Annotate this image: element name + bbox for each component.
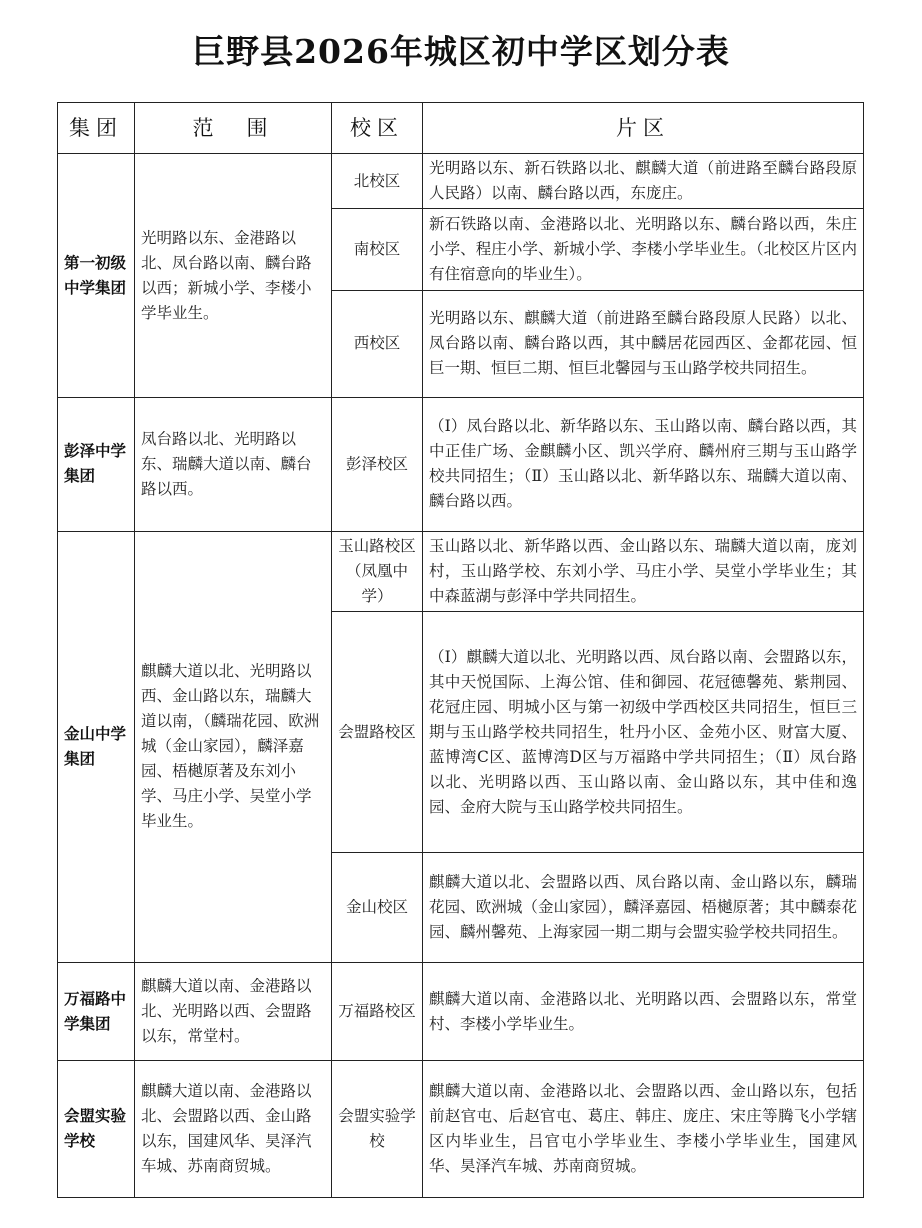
campus-cell: 北校区	[332, 154, 423, 209]
area-cell: 光明路以东、麒麟大道（前进路至麟台路段原人民路）以北、凤台路以南、麟台路以西，其中麟居花园西区、金都花园、恒巨一期、恒巨二期、恒巨北馨园与玉山路学校共同招生。	[423, 290, 864, 398]
area-cell: 麒麟大道以南、金港路以北、会盟路以西、金山路以东，包括前赵官屯、后赵官屯、葛庄、韩庄、庞庄、宋庄等腾飞小学辖区内毕业生，吕官屯小学毕业生、李楼小学毕业生，国建风华、昊泽汽车城、苏南商贸城。	[423, 1061, 864, 1198]
group-name-cell: 彭泽中学集团	[58, 398, 135, 532]
campus-cell: 会盟路校区	[332, 612, 423, 853]
page-title: 巨野县2026年城区初中学区划分表	[192, 32, 730, 71]
group-name-cell: 会盟实验学校	[58, 1061, 135, 1198]
table-row	[58, 1061, 864, 1198]
header-area: 片区	[423, 103, 864, 154]
table-row	[58, 531, 864, 611]
group-name-cell: 第一初级中学集团	[58, 154, 135, 398]
header-row	[58, 103, 864, 154]
scope-cell: 麒麟大道以北、光明路以西、金山路以东，瑞麟大道以南，（麟瑞花园、欧洲城（金山家园），麟泽嘉园、梧樾原著及东刘小学、马庄小学、吴堂小学毕业生。	[135, 531, 332, 962]
campus-cell: 会盟实验学校	[332, 1061, 423, 1198]
school-zone-table	[57, 102, 864, 1198]
area-cell: 光明路以东、新石铁路以北、麒麟大道（前进路至麟台路段原人民路）以南、麟台路以西，东庞庄。	[423, 154, 864, 209]
scope-cell: 麒麟大道以南、金港路以北、光明路以西、会盟路以东，常堂村。	[135, 962, 332, 1060]
area-cell: 麒麟大道以南、金港路以北、光明路以西、会盟路以东，常堂村、李楼小学毕业生。	[423, 962, 864, 1060]
campus-cell: 金山校区	[332, 853, 423, 963]
group-name-cell: 金山中学集团	[58, 531, 135, 962]
campus-cell: 玉山路校区（凤凰中学）	[332, 531, 423, 611]
campus-cell: 西校区	[332, 290, 423, 398]
table-row	[58, 398, 864, 532]
campus-cell: 万福路校区	[332, 962, 423, 1060]
area-cell: （Ⅰ）麒麟大道以北、光明路以西、凤台路以南、会盟路以东，其中天悦国际、上海公馆、佳和御园、花冠德馨苑、紫荆园、花冠庄园、明城小区与第一初级中学西校区共同招生，恒巨三期与玉山路学校共同招生，牡丹小区、金苑小区、财富大厦、蓝博湾C区、蓝博湾D区与万福路中学共同招生；（Ⅱ）凤台路以北、光明路以西、玉山路以南、金山路以东，其中佳和逸园、金府大院与玉山路学校共同招生。	[423, 612, 864, 853]
header-scope: 范 围	[135, 103, 332, 154]
table-row	[58, 154, 864, 209]
area-cell: 玉山路以北、新华路以西、金山路以东、瑞麟大道以南，庞刘村，玉山路学校、东刘小学、马庄小学、吴堂小学毕业生；其中森蓝湖与彭泽中学共同招生。	[423, 531, 864, 611]
area-cell: 新石铁路以南、金港路以北、光明路以东、麟台路以西，朱庄小学、程庄小学、新城小学、李楼小学毕业生。（北校区片区内有住宿意向的毕业生）。	[423, 209, 864, 290]
group-name-cell: 万福路中学集团	[58, 962, 135, 1060]
header-group: 集团	[58, 103, 135, 154]
scope-cell: 光明路以东、金港路以北、凤台路以南、麟台路以西；新城小学、李楼小学毕业生。	[135, 154, 332, 398]
area-cell: 麒麟大道以北、会盟路以西、凤台路以南、金山路以东，麟瑞花园、欧洲城（金山家园），麟泽嘉园、梧樾原著；其中麟泰花园、麟州馨苑、上海家园一期二期与会盟实验学校共同招生。	[423, 853, 864, 963]
campus-cell: 南校区	[332, 209, 423, 290]
area-cell: （Ⅰ）凤台路以北、新华路以东、玉山路以南、麟台路以西，其中正佳广场、金麒麟小区、凯兴学府、麟州府三期与玉山路学校共同招生；（Ⅱ）玉山路以北、新华路以东、瑞麟大道以南、麟台路以西。	[423, 398, 864, 532]
scope-cell: 麒麟大道以南、金港路以北、会盟路以西、金山路以东，国建风华、昊泽汽车城、苏南商贸城。	[135, 1061, 332, 1198]
campus-cell: 彭泽校区	[332, 398, 423, 532]
scope-cell: 凤台路以北、光明路以东、瑞麟大道以南、麟台路以西。	[135, 398, 332, 532]
table-row	[58, 962, 864, 1060]
header-campus: 校区	[332, 103, 423, 154]
